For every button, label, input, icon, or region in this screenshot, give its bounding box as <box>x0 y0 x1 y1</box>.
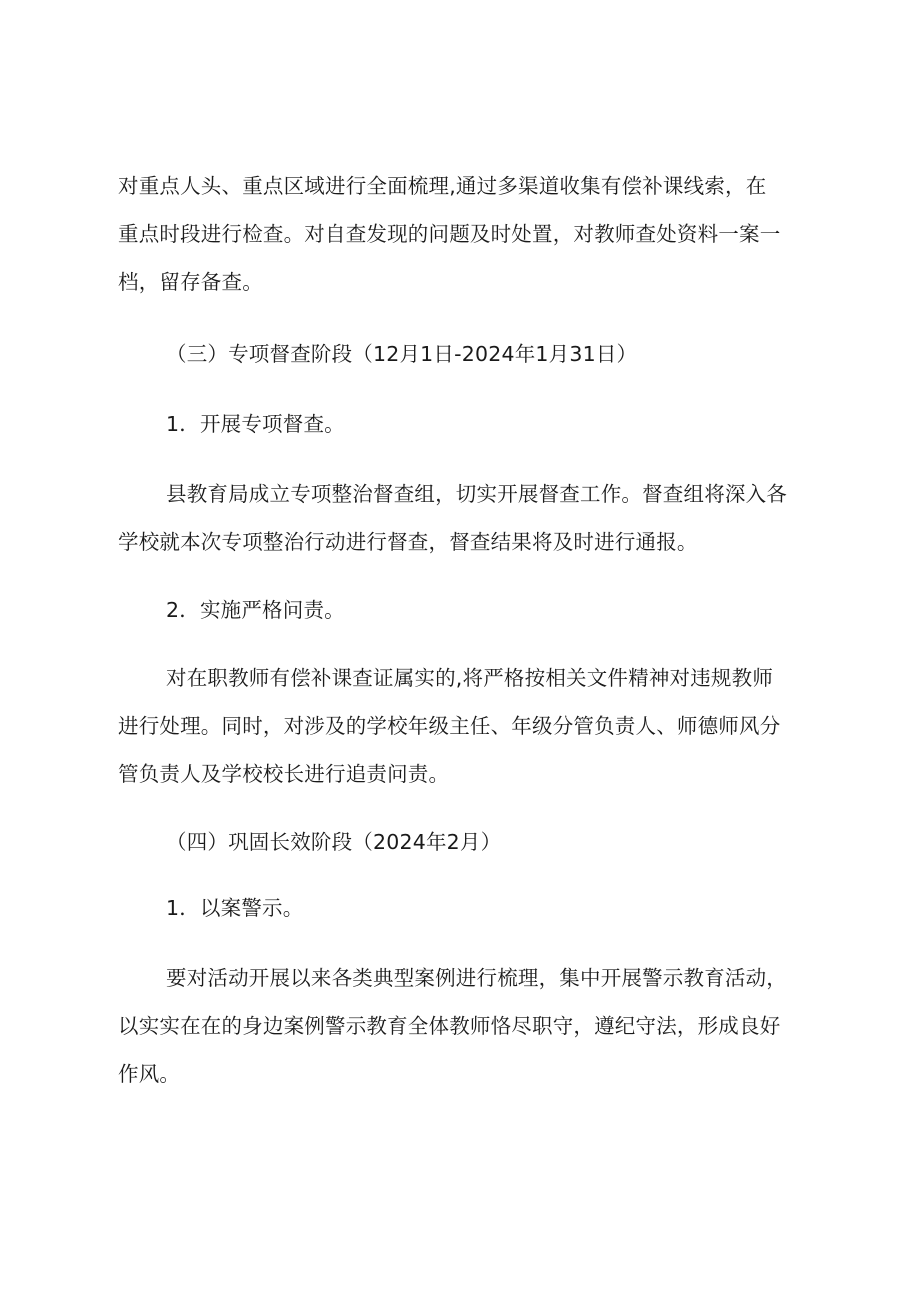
item-heading-case-warning <box>118 884 818 932</box>
item-heading: 1．开展专项督查。 <box>166 412 345 436</box>
paragraph-line: 县教育局成立专项整治督查组，切实开展督查工作。督查组将深入各 <box>166 482 787 506</box>
paragraph-warning-education <box>118 954 818 1098</box>
paragraph-line: 作风。 <box>118 1062 181 1086</box>
paragraph-line: 以实实在在的身边案例警示教育全体教师恪尽职守，遵纪守法，形成良好 <box>118 1014 781 1038</box>
section-heading: （三）专项督查阶段（12月1日-2024年1月31日） <box>166 342 638 366</box>
paragraph-line: 进行处理。同时，对涉及的学校年级主任、年级分管负责人、师德师风分 <box>118 714 781 738</box>
item-heading-carry-out-supervision <box>118 400 818 448</box>
paragraph-line: 对重点人头、重点区域进行全面梳理,通过多渠道收集有偿补课线索，在 <box>118 174 767 198</box>
paragraph-inspection-continuation <box>118 162 818 306</box>
item-heading-strict-accountability <box>118 586 818 634</box>
paragraph-line: 管负责人及学校校长进行追责问责。 <box>118 762 450 786</box>
paragraph-line: 要对活动开展以来各类典型案例进行梳理，集中开展警示教育活动， <box>166 966 787 990</box>
section-heading-consolidation <box>118 818 818 866</box>
section-heading-special-supervision <box>118 330 818 378</box>
paragraph-accountability <box>118 654 818 798</box>
paragraph-line: 重点时段进行检查。对自查发现的问题及时处置，对教师查处资料一案一 <box>118 222 781 246</box>
paragraph-supervision-group <box>118 470 818 566</box>
paragraph-line: 学校就本次专项整治行动进行督查，督查结果将及时进行通报。 <box>118 530 698 554</box>
paragraph-line: 对在职教师有偿补课查证属实的,将严格按相关文件精神对违规教师 <box>166 666 774 690</box>
paragraph-line: 档，留存备查。 <box>118 270 263 294</box>
item-heading: 2．实施严格问责。 <box>166 598 345 622</box>
section-heading: （四）巩固长效阶段（2024年2月） <box>166 830 502 854</box>
item-heading: 1．以案警示。 <box>166 896 304 920</box>
